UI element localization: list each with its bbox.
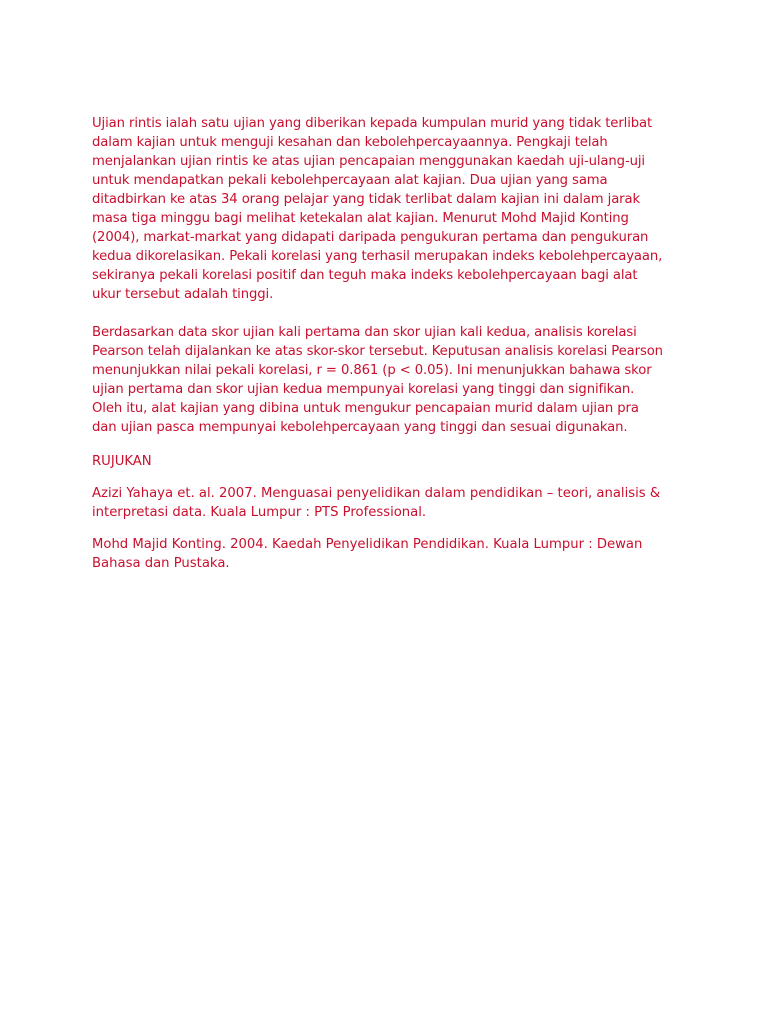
text-line: (2004), markat-markat yang didapati daripada pengukuran pertama dan pengukuran [92, 230, 649, 245]
text-line: masa tiga minggu bagi melihat ketekalan alat kajian. Menurut Mohd Majid Konting [92, 211, 629, 226]
text-line: untuk mendapatkan pekali kebolehpercayaan alat kajian. Dua ujian yang sama [92, 173, 608, 188]
text-line: Ujian rintis ialah satu ujian yang diberikan kepada kumpulan murid yang tidak terlibat [92, 116, 653, 131]
text-line: ditadbirkan ke atas 34 orang pelajar yang tidak terlibat dalam kajian ini dalam jarak [92, 192, 641, 207]
text-line: ukur tersebut adalah tinggi. [92, 287, 274, 302]
text-line: ujian pertama dan skor ujian kedua mempunyai korelasi yang tinggi dan signifikan. [92, 382, 635, 397]
text-line: kedua dikorelasikan. Pekali korelasi yang terhasil merupakan indeks kebolehpercayaan, [92, 249, 663, 264]
text-line: dan ujian pasca mempunyai kebolehpercayaan yang tinggi dan sesuai digunakan. [92, 420, 628, 435]
text-line: interpretasi data. Kuala Lumpur : PTS Professional. [92, 505, 427, 520]
text-line: menjalankan ujian rintis ke atas ujian pencapaian menggunakan kaedah uji-ulang-uji [92, 154, 645, 169]
text-line: Azizi Yahaya et. al. 2007. Menguasai penyelidikan dalam pendidikan – teori, analisis & [92, 486, 661, 501]
text-line: Mohd Majid Konting. 2004. Kaedah Penyelidikan Pendidikan. Kuala Lumpur : Dewan [92, 537, 643, 552]
text-line: Oleh itu, alat kajian yang dibina untuk mengukur pencapaian murid dalam ujian pra [92, 401, 639, 416]
reference-entry [92, 484, 692, 522]
text-line: sekiranya pekali korelasi positif dan teguh maka indeks kebolehpercayaan bagi alat [92, 268, 638, 283]
references-heading: RUJUKAN [92, 454, 152, 469]
text-line: menunjukkan nilai pekali korelasi, r = 0.861 (p < 0.05). Ini menunjukkan bahawa skor [92, 363, 652, 378]
paragraph-pilot-test [92, 114, 692, 304]
text-line: Pearson telah dijalankan ke atas skor-skor tersebut. Keputusan analisis korelasi Pearson [92, 344, 663, 359]
text-line: Bahasa dan Pustaka. [92, 556, 230, 571]
paragraph-pearson-analysis [92, 323, 692, 437]
text-line: dalam kajian untuk menguji kesahan dan kebolehpercayaannya. Pengkaji telah [92, 135, 608, 150]
reference-entry [92, 535, 692, 573]
document-page [92, 114, 692, 573]
text-line: Berdasarkan data skor ujian kali pertama dan skor ujian kali kedua, analisis korelasi [92, 325, 637, 340]
